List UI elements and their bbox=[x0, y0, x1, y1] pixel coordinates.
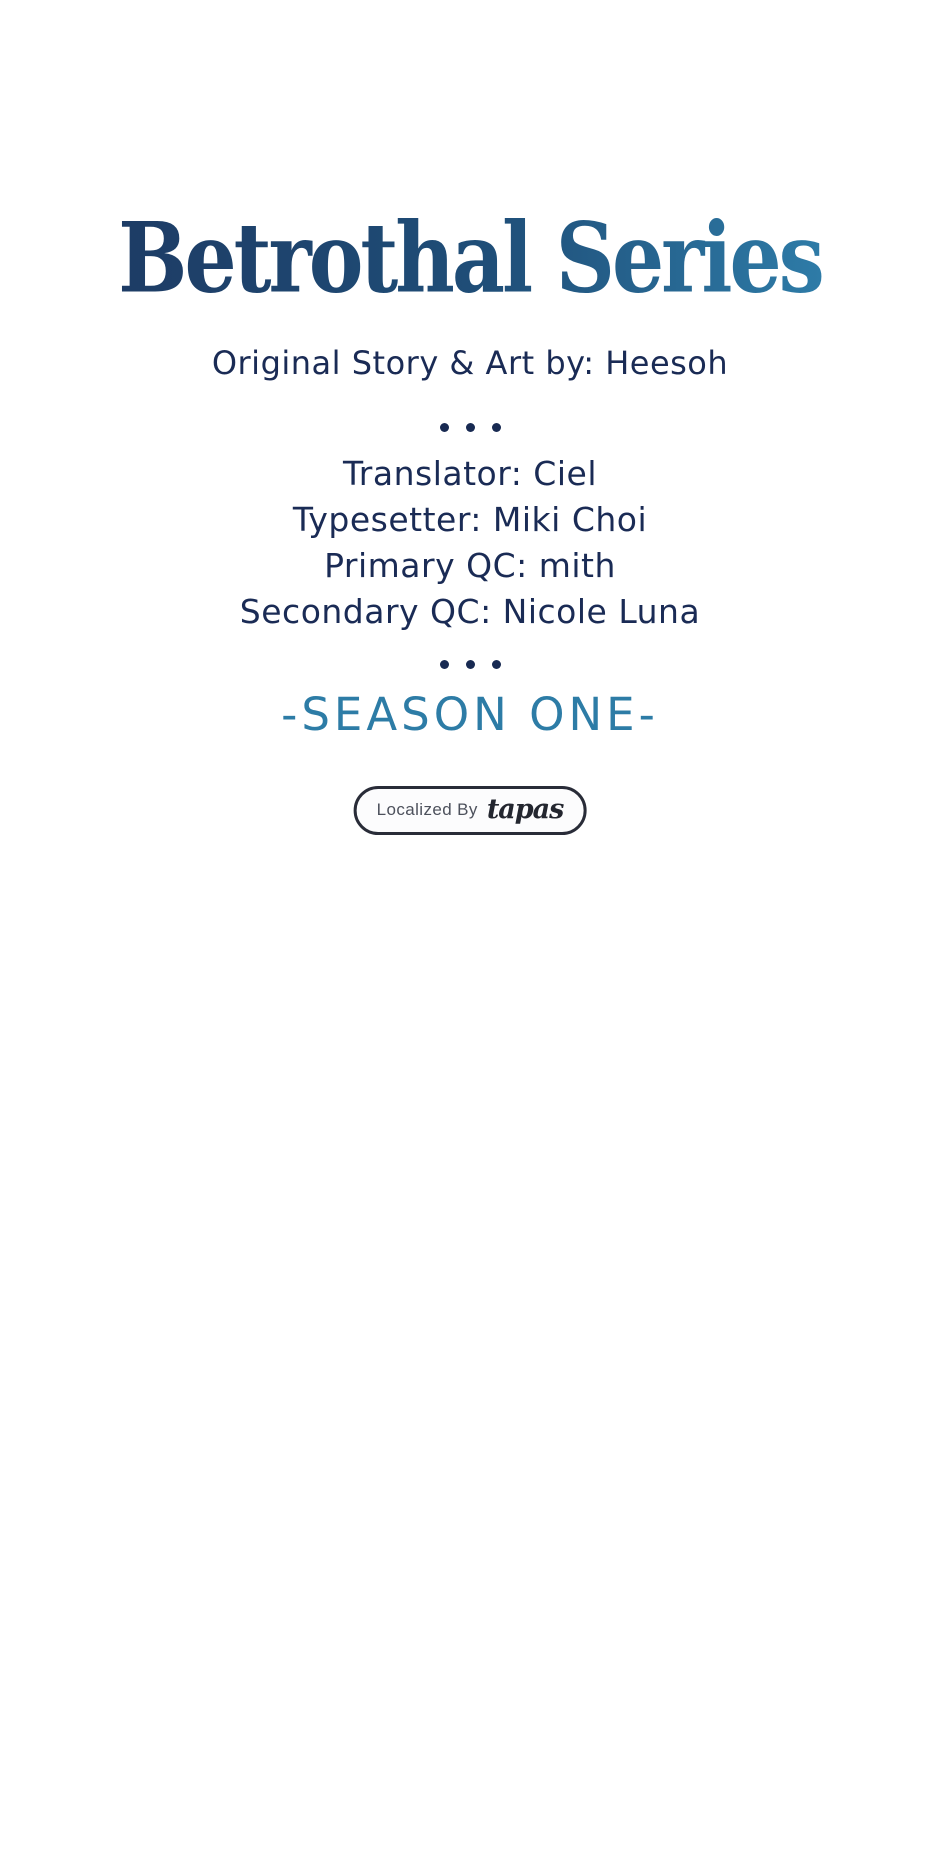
localization-credits bbox=[0, 451, 940, 635]
ellipsis-divider-icon bbox=[0, 423, 940, 432]
credit-primary-qc: Primary QC: mith bbox=[324, 546, 616, 585]
ellipsis-divider-icon bbox=[0, 660, 940, 669]
dot-icon bbox=[440, 660, 449, 669]
dot-icon bbox=[492, 423, 501, 432]
dot-icon bbox=[492, 660, 501, 669]
tapas-logo: tapas bbox=[486, 794, 564, 825]
season-label: -SEASON ONE- bbox=[281, 688, 659, 741]
series-title: Betrothal Series bbox=[0, 196, 940, 322]
dot-icon bbox=[440, 423, 449, 432]
credit-typesetter: Typesetter: Miki Choi bbox=[292, 500, 648, 539]
credit-translator: Translator: Ciel bbox=[342, 454, 597, 493]
badge-prefix-label: Localized By bbox=[376, 799, 478, 819]
dot-icon bbox=[466, 660, 475, 669]
author-byline: Original Story & Art by: Heesoh bbox=[211, 344, 729, 382]
localized-by-tapas-badge bbox=[354, 786, 587, 835]
dot-icon bbox=[466, 423, 475, 432]
credit-secondary-qc: Secondary QC: Nicole Luna bbox=[239, 592, 701, 631]
